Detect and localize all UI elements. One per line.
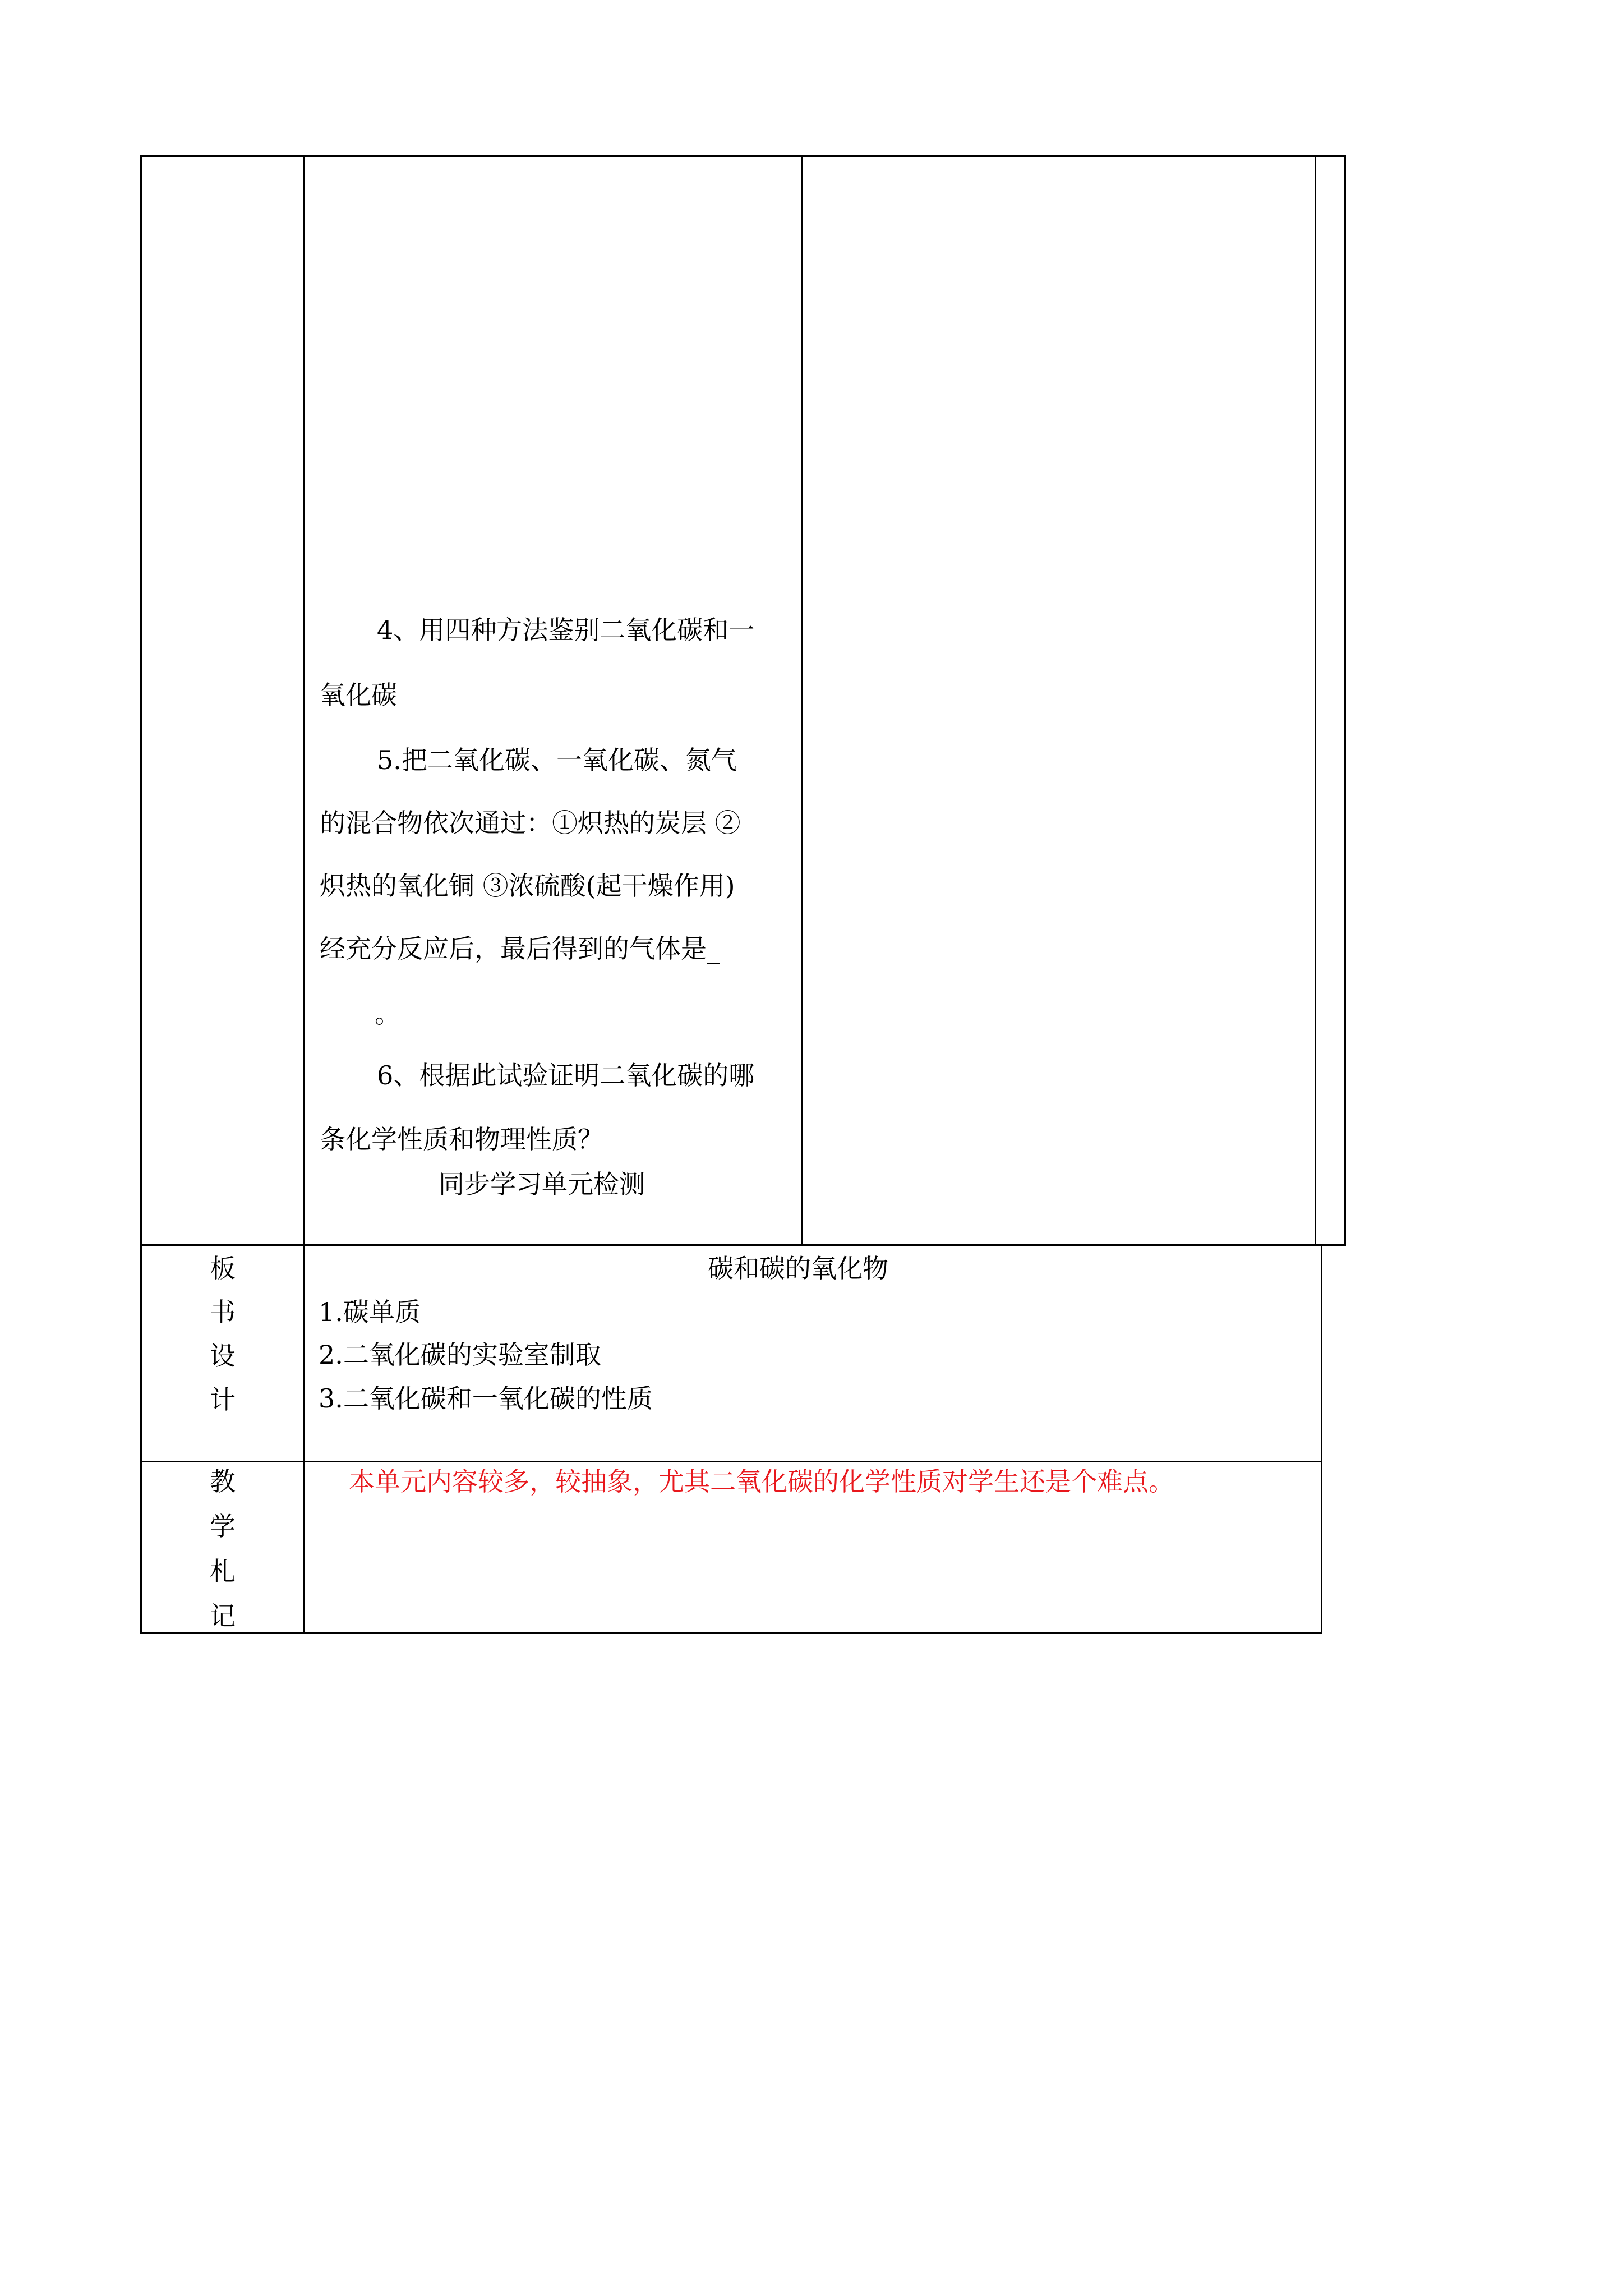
- middle-column-divider: [801, 155, 803, 1246]
- board-design-label-char: 计: [210, 1384, 236, 1415]
- question-5-line-1: 5.把二氧化碳、一氧化碳、氮气: [377, 745, 737, 775]
- teaching-notes-label-char: 学: [210, 1511, 236, 1542]
- board-design-bottom-border: [140, 1461, 1322, 1462]
- teaching-notes-label-char: 记: [210, 1601, 236, 1631]
- question-5-line-4: 经充分反应后，最后得到的气体是_: [320, 933, 720, 964]
- teaching-notes-label-char: 教: [210, 1466, 236, 1497]
- question-6-line-2: 条化学性质和物理性质？: [320, 1124, 603, 1154]
- board-design-label-char: 书: [210, 1297, 236, 1327]
- board-design-label-char: 板: [210, 1253, 236, 1283]
- board-design-item: 1.碳单质: [319, 1297, 421, 1327]
- left-border: [140, 155, 142, 1634]
- upper-row-bottom-border: [140, 1244, 1346, 1246]
- board-design-item: 3.二氧化碳和一氧化碳的性质: [319, 1383, 653, 1414]
- question-4-line-2: 氧化碳: [320, 680, 397, 710]
- label-column-divider: [303, 155, 305, 1634]
- question-5-line-3: 炽热的氧化铜 ③浓硫酸(起干燥作用): [320, 871, 735, 901]
- upper-row-outer-right-border: [1344, 155, 1346, 1246]
- teaching-notes-text: 本单元内容较多，较抽象，尤其二氧化碳的化学性质对学生还是个难点。: [349, 1466, 1174, 1497]
- question-4-line-1: 4、用四种方法鉴别二氧化碳和一: [377, 615, 755, 645]
- question-5-line-2: 的混合物依次通过：①炽热的炭层 ②: [320, 808, 741, 838]
- teaching-notes-label-char: 札: [210, 1556, 236, 1586]
- section-heading: 同步学习单元检测: [439, 1169, 645, 1199]
- board-design-label-char: 设: [210, 1341, 236, 1371]
- lower-right-border: [1321, 1244, 1322, 1634]
- table-bottom-border: [140, 1632, 1322, 1634]
- board-design-item: 2.二氧化碳的实验室制取: [319, 1340, 601, 1370]
- board-design-title: 碳和碳的氧化物: [708, 1253, 888, 1283]
- question-6-line-1: 6、根据此试验证明二氧化碳的哪: [377, 1060, 755, 1091]
- upper-row-inner-right-border: [1315, 155, 1316, 1246]
- question-5-line-5: 。: [375, 999, 400, 1029]
- upper-row-top-border: [140, 155, 1346, 157]
